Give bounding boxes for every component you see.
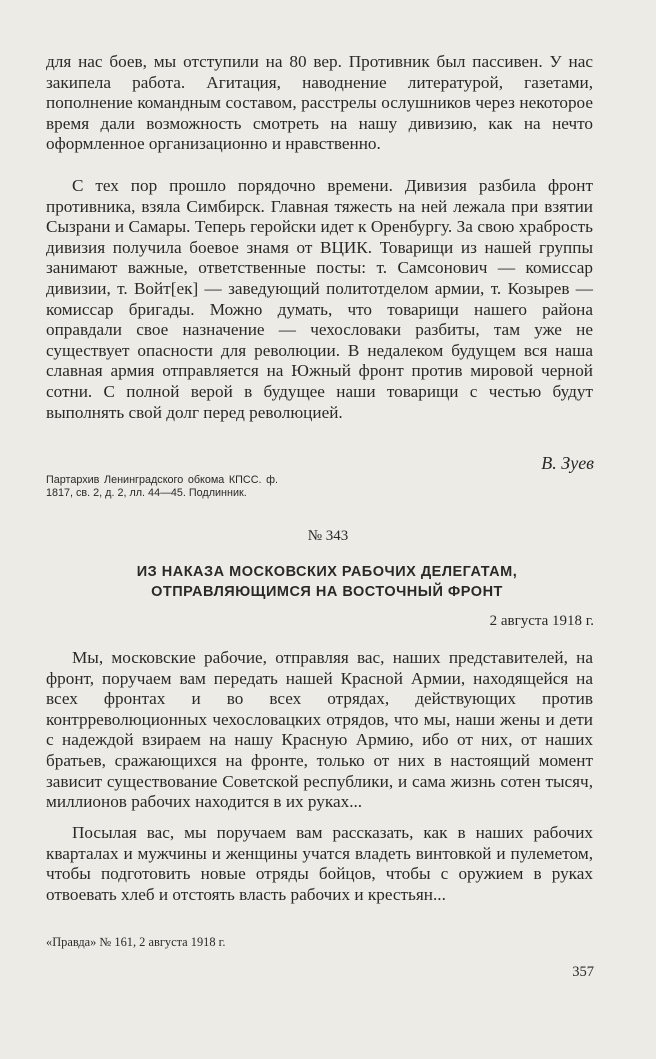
paragraph-4-text: Посылая вас, мы поручаем вам рассказать, как в наших рабочих кварталах и мужчины и женщины учатся владеть винтовкой и пулеметом, чтобы подготовить новые отряды бойцов, чтобы с оружием в руках отвоевать хлеб и отстоять власть рабочих и крестьян... <box>46 823 593 904</box>
document-title-line-2: ОТПРАВЛЯЮЩИМСЯ НА ВОСТОЧНЫЙ ФРОНТ <box>151 584 503 600</box>
paragraph-1-text: для нас боев, мы отступили на 80 вер. Противник был пассивен. У нас закипела работа. Агитация, наводнение литературой, газетами, пополнение командным составом, расстрелы ослушников через некоторое время дали возможность смотреть на нашу дивизию, как на нечто оформленное организационно и нравственно. <box>46 52 593 154</box>
document-title <box>60 562 594 602</box>
paragraph-1 <box>46 52 593 155</box>
source-reference: «Правда» № 161, 2 августа 1918 г. <box>46 935 226 949</box>
paragraph-3-text: Мы, московские рабочие, отправляя вас, наших представителей, на фронт, поручаем вам передать нашей Красной Армии, находящейся на всех фронтах и во всех отрядах, действующих против контрреволюционных чехословацких отрядов, что мы, наши жены и дети с надеждой взираем на нашу Красную Армию, ибо от них, от наших братьев, сражающихся на фронте, только от них в настоящий момент зависит существование Советской республики, и сама жизнь сотен тысяч, миллионов рабочих находится в их руках... <box>46 648 593 812</box>
paragraph-2-text: С тех пор прошло порядочно времени. Дивизия разбила фронт противника, взяла Симбирск. Главная тяжесть на ней лежала при взятии Сызрани и Самары. Теперь геройски идет к Оренбургу. За свою храбрость дивизия получила боевое знамя от ВЦИК. Товарищи из нашей группы занимают важные, ответственные посты: т. Самсонович — комиссар дивизии, т. Войт[ек] — заведующий политотделом армии, т. Козырев — комиссар бригады. Можно думать, что товарищи нашего района оправдали свое назначение — чехословаки разбиты, там уже не существует опасности для революции. В недалеком будущем вся наша славная армия отправляется на Южный фронт против мировой черной сотни. С полной верой в будущее наши товарищи с честью будут выполнять свой долг перед революцией. <box>46 176 593 422</box>
archive-reference: Партархив Ленинградского обкома КПСС. ф. 1817, св. 2, д. 2, лл. 44—45. Подлинник. <box>46 474 278 499</box>
page-number: 357 <box>572 964 594 980</box>
document-date: 2 августа 1918 г. <box>489 613 594 629</box>
signature: В. Зуев <box>541 453 594 473</box>
paragraph-4 <box>46 823 593 905</box>
paragraph-2 <box>46 176 593 423</box>
document-number: № 343 <box>307 528 349 544</box>
document-title-line-1: ИЗ НАКАЗА МОСКОВСКИХ РАБОЧИХ ДЕЛЕГАТАМ, <box>136 564 518 580</box>
paragraph-3 <box>46 648 593 813</box>
